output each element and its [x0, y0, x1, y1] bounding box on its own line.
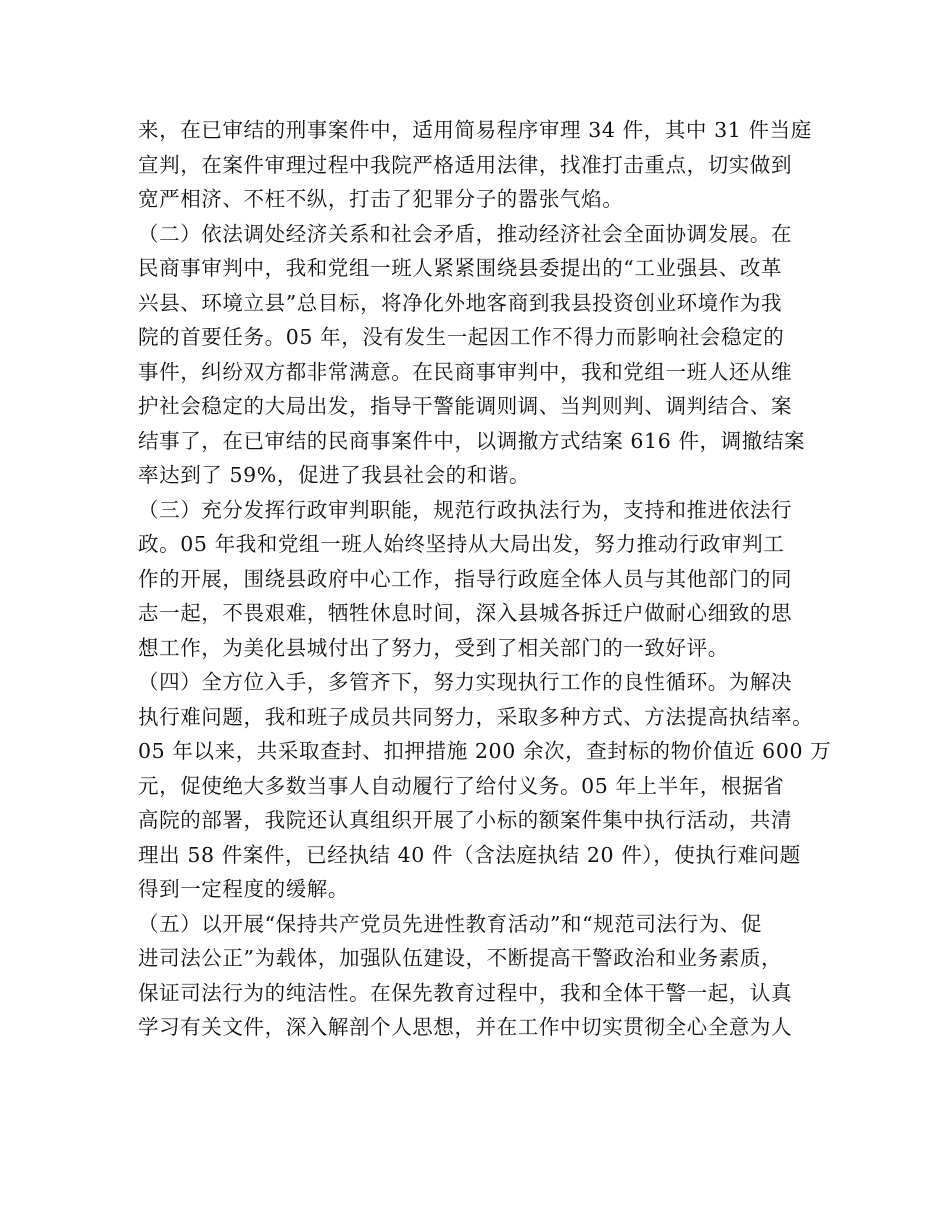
text-line: 作的开展，围绕县政府中心工作，指导行政庭全体人员与其他部门的同: [138, 566, 793, 591]
text-line: 宣判，在案件审理过程中我院严格适用法律，找准打击重点，切实做到: [138, 152, 793, 177]
text-line: 率达到了 59%，促进了我县社会的和谐。: [138, 463, 531, 487]
text-line: 05 年以来，共采取查封、扣押措施 200 余次，查封标的物价值近 600 万: [138, 739, 832, 763]
text-line: 民商事审判中，我和党组一班人紧紧围绕县委提出的“工业强县、改革: [138, 256, 783, 280]
text-line: 想工作，为美化县城付出了努力，受到了相关部门的一致好评。: [138, 635, 729, 660]
text-line: 结事了，在已审结的民商事案件中，以调撤方式结案 616 件，调撤结案: [138, 428, 806, 453]
text-line: 高院的部署，我院还认真组织开展了小标的额案件集中执行活动，共清: [138, 808, 793, 832]
text-line: 进司法公正”为载体，加强队伍建设，不断提高干警政治和业务素质，: [138, 946, 783, 970]
text-line: 宽严相济、不枉不纵，打击了犯罪分子的嚣张气焰。: [138, 187, 624, 211]
text-line: （五）以开展“保持共产党员先进性教育活动”和“规范司法行为、促: [138, 911, 763, 936]
text-line: 保证司法行为的纯洁性。在保先教育过程中，我和全体干警一起，认真: [138, 980, 793, 1005]
document-body-text: [138, 113, 838, 1045]
text-line: （四）全方位入手，多管齐下，努力实现执行工作的良性循环。为解决: [138, 670, 793, 694]
text-line: （二）依法调处经济关系和社会矛盾，推动经济社会全面协调发展。在: [138, 221, 793, 246]
text-line: 志一起，不畏艰难，牺牲休息时间，深入县城各拆迁户做耐心细致的思: [138, 601, 793, 625]
text-line: 事件，纠纷双方都非常满意。在民商事审判中，我和党组一班人还从维: [138, 359, 793, 384]
text-line: 学习有关文件，深入解剖个人思想，并在工作中切实贯彻全心全意为人: [138, 1015, 793, 1039]
text-line: 院的首要任务。05 年，没有发生一起因工作不得力而影响社会稳定的: [138, 325, 785, 349]
text-line: 政。05 年我和党组一班人始终坚持从大局出发，努力推动行政审判工: [138, 532, 785, 556]
text-line: 执行难问题，我和班子成员共同努力，采取多种方式、方法提高执结率。: [138, 704, 814, 729]
text-line: 来，在已审结的刑事案件中，适用简易程序审理 34 件，其中 31 件当庭: [138, 118, 812, 142]
text-line: 兴县、环境立县”总目标，将净化外地客商到我县投资创业环境作为我: [138, 290, 783, 315]
text-line: 护社会稳定的大局出发，指导干警能调则调、当判则判、调判结合、案: [138, 394, 793, 418]
text-line: 理出 58 件案件，已经执结 40 件（含法庭执结 20 件），使执行难问题: [138, 842, 801, 867]
text-line: 得到一定程度的缓解。: [138, 877, 349, 901]
text-line: （三）充分发挥行政审判职能，规范行政执法行为，支持和推进依法行: [138, 497, 793, 522]
text-line: 元，促使绝大多数当事人自动履行了给付义务。05 年上半年，根据省: [138, 773, 785, 798]
